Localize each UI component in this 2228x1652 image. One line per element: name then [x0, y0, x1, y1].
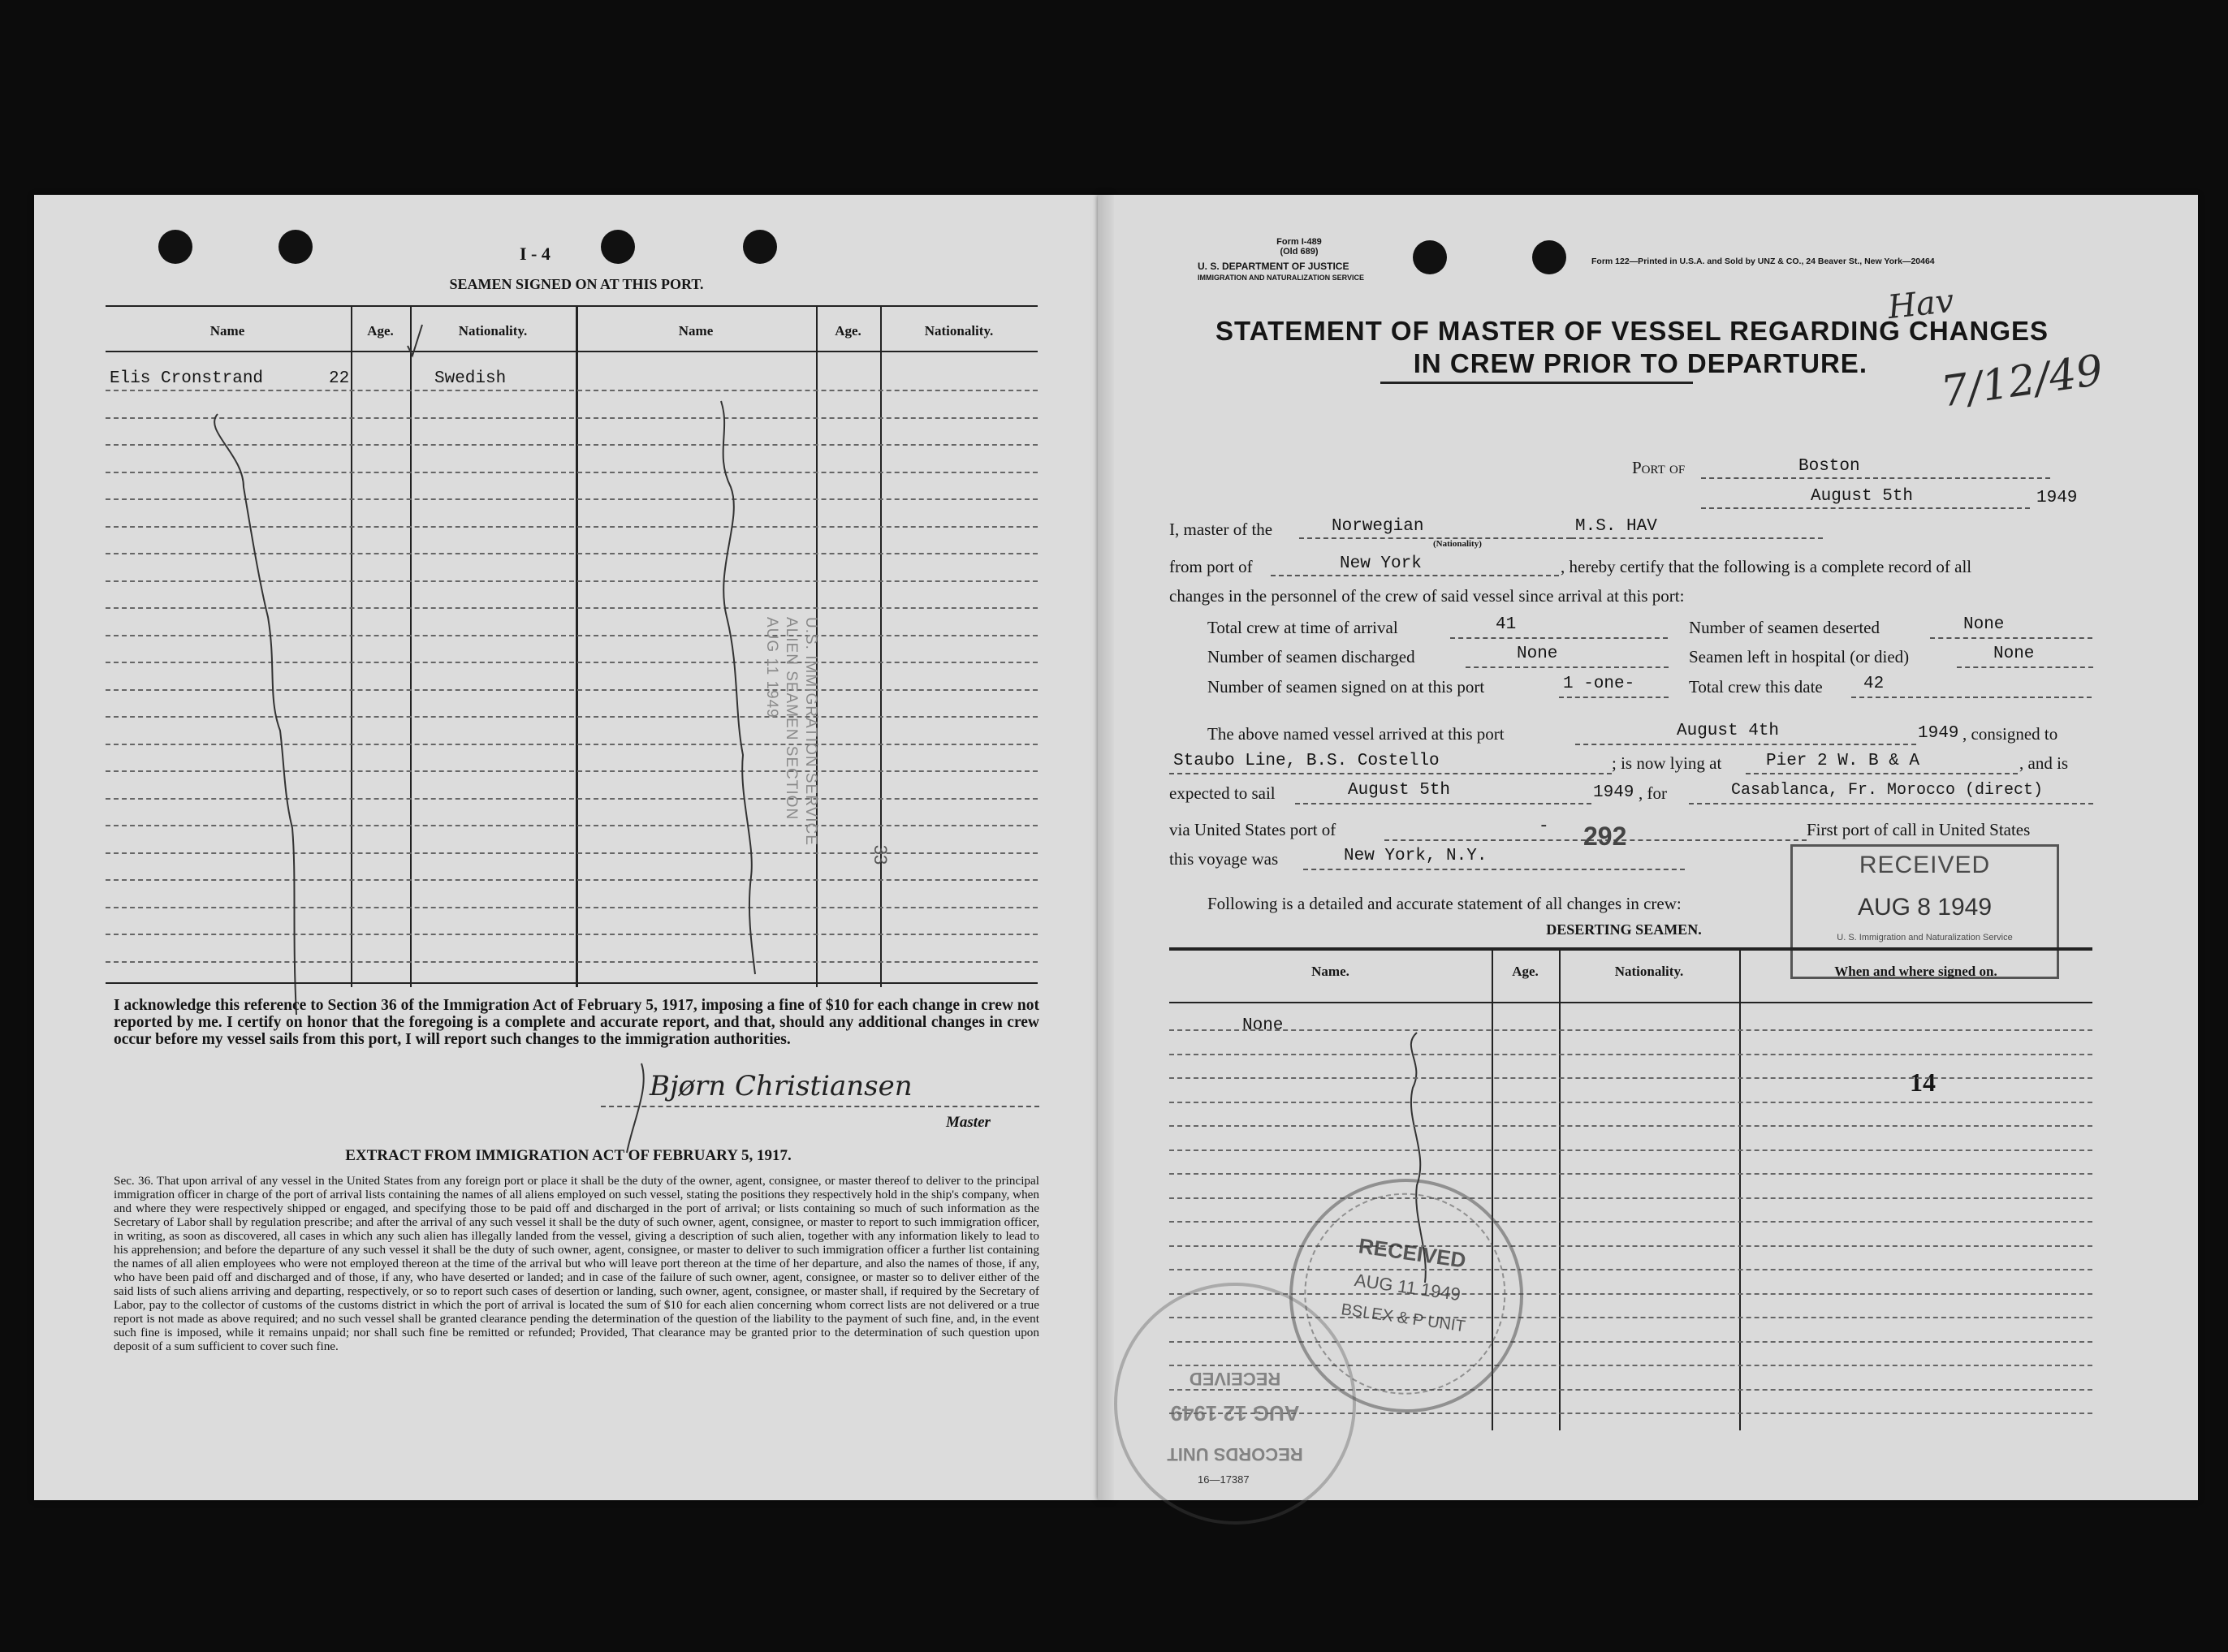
column-header: Age.: [1512, 964, 1539, 979]
vertical-stamp-line: ALIEN SEAMEN SECTION: [783, 617, 800, 821]
total-crew-arrival: 41: [1496, 615, 1517, 634]
table-row-rule: [1169, 1077, 2092, 1079]
lying-line: [1746, 773, 2018, 774]
handwritten-note: Hav: [1885, 282, 1956, 327]
form-old-number: (Old 689): [1280, 247, 1319, 257]
lying-value: Pier 2 W. B & A: [1766, 752, 1920, 770]
seaman-age: 22: [329, 369, 350, 388]
port-line: [1701, 477, 2050, 479]
table-row-rule: [1169, 1102, 2092, 1103]
table-bottom-rule: [106, 982, 1038, 984]
hospital-label: Seamen left in hospital (or died): [1689, 647, 1910, 666]
stamp-text: AUG 11 1949: [1353, 1270, 1462, 1305]
table-row-rule: [1169, 1173, 2092, 1175]
stamp-date: AUG 8 1949: [1857, 894, 1993, 921]
column-header: Nationality.: [1614, 964, 1684, 979]
consignee-value: Staubo Line, B.S. Costello: [1173, 752, 1440, 770]
signature-caption: Master: [946, 1114, 991, 1131]
signature-line: [601, 1106, 1039, 1107]
vertical-stamp-line: AUG 11 1949: [763, 617, 780, 718]
signed-on-value: 1 -one-: [1563, 675, 1635, 693]
department: U. S. DEPARTMENT OF JUSTICE: [1198, 261, 1349, 272]
column-header: When and where signed on.: [1834, 964, 1997, 979]
date-value: August 5th: [1811, 487, 1914, 506]
total-crew-arrival-label: Total crew at time of arrival: [1207, 618, 1398, 637]
stat-line: [1559, 697, 1669, 698]
stamp-serial: 16—17387: [1198, 1473, 1250, 1486]
extract-title: EXTRACT FROM IMMIGRATION ACT OF FEBRUARY 5, 1917.: [345, 1147, 792, 1164]
form-corner-mark: I - 4: [520, 244, 551, 264]
from-port-value: New York: [1340, 554, 1422, 573]
table-header-rule: [1169, 1002, 2092, 1003]
via-value: -: [1539, 817, 1549, 836]
form-number: [1267, 237, 1332, 257]
total-crew-date-label: Total crew this date: [1689, 677, 1823, 697]
vessel-line: [1571, 537, 1823, 539]
table-row-rule: [1169, 1389, 2092, 1391]
sail-date: August 5th: [1348, 781, 1451, 800]
hospital-value: None: [1993, 645, 2035, 663]
stamp-footer: U. S. Immigration and Naturalization Service: [1837, 933, 2013, 942]
stamp-text: RECEIVED: [1357, 1233, 1468, 1273]
form-title-line2: IN CREW PRIOR TO DEPARTURE.: [1413, 348, 1867, 378]
table-row-rule: [1169, 1221, 2092, 1223]
stat-line: [1466, 666, 1669, 668]
form-title-line1: STATEMENT OF MASTER OF VESSEL REGARDING CHANGES: [1215, 316, 2049, 346]
column-header: Age.: [835, 323, 861, 339]
form-number-text: Form I-489: [1276, 237, 1322, 247]
year-value: 1949: [2036, 489, 2078, 507]
arrived-date: August 4th: [1677, 722, 1780, 740]
stamp-text: RECORDS UNIT: [1167, 1444, 1303, 1464]
table-row-rule: [1169, 1365, 2092, 1366]
seamen-discharged: None: [1517, 645, 1558, 663]
column-divider: [1739, 947, 1741, 1430]
voyage-line: [1303, 869, 1685, 870]
extract-text: Sec. 36. That upon arrival of any vessel in the United States from any foreign port or place it shall be the duty of the owner, agent, consignee, or master thereof to deliver to the principal immigration officer in charge of the port of arrival lists containing the names of all aliens employed on such vessel, stating the positions they respectively hold in the ship's company, when and where they were respectively shipped or engaged, and specifying those to be paid off and discharged in the port of arrival; or lists containing so much of such information as the Secretary of Labor shall by regulation prescribe; and after the arrival of any such vessel it shall be the duty of such owner, agent, consignee, or master to report to such immigration officer, in writing, as soon as discovered, all cases in which any such alien has illegally landed from the vessel, giving a description of such alien, together with any information likely to lead to his apprehension; and before the departure of any such vessel it shall be the duty of such owner, agent, consignee, or master to deliver to such immigration officer a further list containing the names of all alien employees who were not employed thereon at the time of the arrival but who will leave port thereon at the time of her departure, and also the names of those, if any, who have been paid off and discharged and of those, if any, who have deserted or landed; and in case of the failure of such owner, agent, consignee, or master so to deliver either of the said lists of such aliens arriving and departing, respectively, or so to report such cases of desertion or landing, such owner, agent, consignee, or master shall, if required by the Secretary of Labor, pay to the collector of customs of the customs district in which the port of arrival is located the sum of $10 for each alien concerning whom correct lists are not delivered or a true report is not made as above required; and no such vessel shall be granted clearance pending the determination of the question of the liability to the payment of such fine, and, in the event such fine is imposed, while it remains unpaid; nor shall such fine be remitted or refunded; Provided, That clearance may be granted prior to the determination of such question upon deposit of a sum sufficient to cover such fine.: [114, 1174, 1039, 1353]
table-row-rule: [1169, 1054, 2092, 1055]
table-top-rule: [1169, 947, 2092, 951]
column-divider: [1559, 947, 1561, 1430]
master-signature: Bjørn Christiansen: [650, 1070, 913, 1102]
acknowledgment-text: I acknowledge this reference to Section 36 of the Immigration Act of February 5, 1917, imposing a fine of $10 for each change in crew not reported by me. I certify on honor that the foregoing is a complete and accurate report, and that, should any additional changes in crew occur before my vessel sails from this port, I will report such changes to the immigration authorities.: [114, 997, 1039, 1048]
sail-year: 1949: [1593, 783, 1634, 802]
table-row-rule: [1169, 1197, 2092, 1199]
port-value: Boston: [1798, 457, 1860, 476]
date-line: [1701, 507, 2030, 509]
seaman-nationality: Swedish: [434, 369, 507, 388]
received-box-stamp: [1790, 844, 2059, 979]
printer-note: Form 122—Printed in U.S.A. and Sold by UNZ & CO., 24 Beaver St., New York—20464: [1591, 257, 1935, 266]
from-port-line: [1271, 575, 1559, 576]
stamp-text: BSI EX & P UNIT: [1340, 1300, 1466, 1336]
port-label: Port of: [1632, 458, 1686, 477]
deserting-title: DESERTING SEAMEN.: [1546, 921, 1702, 938]
changes-text: changes in the personnel of the crew of said vessel since arrival at this port:: [1169, 586, 1685, 606]
from-port-label: from port of: [1169, 557, 1253, 576]
following-text: Following is a detailed and accurate statement of all changes in crew:: [1207, 894, 1682, 913]
stamp-text: AUG 12 1949: [1170, 1401, 1300, 1426]
destination-line: [1689, 803, 2093, 804]
title-underline: [1380, 382, 1693, 384]
sail-label: expected to sail: [1169, 783, 1276, 803]
column-header: Nationality.: [458, 323, 528, 339]
seamen-deserted: None: [1963, 615, 2005, 634]
deserting-name: None: [1242, 1016, 1284, 1035]
table-row-rule: [1169, 1125, 2092, 1127]
vessel-value: M.S. HAV: [1575, 517, 1657, 536]
arrived-label: The above named vessel arrived at this port: [1207, 724, 1505, 744]
arrived-year: 1949: [1918, 724, 1959, 743]
certify-text: , hereby certify that the following is a complete record of all: [1561, 557, 1972, 576]
master-label: I, master of the: [1169, 520, 1273, 539]
handwritten-date: 7/12/49: [1937, 346, 2106, 417]
voyage-label: this voyage was: [1169, 849, 1279, 869]
seamen-discharged-label: Number of seamen discharged: [1207, 647, 1415, 666]
stat-line: [1957, 666, 2093, 668]
arrived-line: [1575, 744, 1916, 745]
table-row-rule: [1169, 1149, 2092, 1151]
sail-line: [1295, 803, 1591, 804]
column-header: Name: [209, 323, 245, 339]
vertical-stamp-number: 33: [870, 844, 892, 865]
via-label: via United States port of: [1169, 820, 1336, 839]
seaman-name: Elis Cronstrand: [110, 369, 264, 388]
total-crew-date: 42: [1863, 675, 1885, 693]
for-label: , for: [1639, 783, 1667, 803]
page-number: 14: [1910, 1068, 1936, 1097]
and-is-label: , and is: [2019, 753, 2069, 773]
section-title: SEAMEN SIGNED ON AT THIS PORT.: [449, 276, 704, 292]
column-header: Age.: [367, 323, 394, 339]
consignee-line: [1169, 773, 1612, 774]
table-row-rule: [1169, 1029, 2092, 1031]
voyage-value: New York, N.Y.: [1344, 847, 1487, 865]
destination-value: Casablanca, Fr. Morocco (direct): [1731, 781, 2044, 800]
table-row-rule: [1169, 1413, 2092, 1414]
service: IMMIGRATION AND NATURALIZATION SERVICE: [1198, 274, 1364, 282]
column-header: Nationality.: [924, 323, 994, 339]
column-header: Name.: [1311, 964, 1349, 979]
stamp-inner-ring: [1291, 1180, 1518, 1408]
stat-line: [1930, 637, 2092, 639]
stamp-text: RECEIVED: [1189, 1369, 1281, 1389]
stamp-title: RECEIVED: [1859, 852, 1991, 878]
lying-label: ; is now lying at: [1612, 753, 1722, 773]
signed-on-label: Number of seamen signed on at this port: [1207, 677, 1485, 697]
seamen-deserted-label: Number of seamen deserted: [1689, 618, 1880, 637]
nationality-value: Norwegian: [1332, 517, 1424, 536]
stat-line: [1851, 697, 2092, 698]
nationality-caption: (Nationality): [1433, 539, 1482, 549]
vertical-stamp-line: U.S. IMMIGRATION SERVICE: [802, 617, 819, 846]
first-port-label: First port of call in United States: [1807, 820, 2031, 839]
stat-line: [1450, 637, 1668, 639]
consigned-label: , consigned to: [1962, 724, 2058, 744]
big-number: 292: [1583, 822, 1627, 851]
column-header: Name: [678, 323, 714, 339]
